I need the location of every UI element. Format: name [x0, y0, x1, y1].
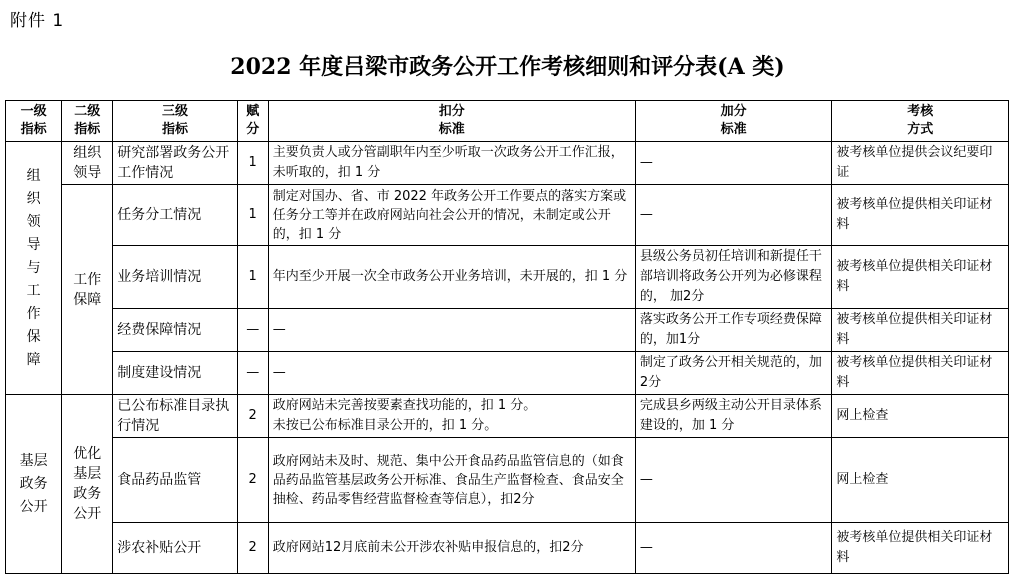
level3-cell: 制度建设情况 [113, 352, 237, 395]
method-cell: 被考核单位提供相关印证材料 [832, 523, 1009, 574]
level3-cell: 已公布标准目录执行情况 [113, 395, 237, 438]
header-level2: 二级 指标 [62, 101, 113, 142]
attachment-label: 附件 1 [10, 11, 65, 31]
score-cell: — [237, 309, 268, 352]
method-cell: 被考核单位提供相关印证材料 [832, 246, 1009, 309]
header-level3: 三级 指标 [113, 101, 237, 142]
table-row [6, 246, 1009, 309]
header-row [6, 101, 1009, 142]
deduct-cell: 制定对国办、省、市 2022 年政务公开工作要点的落实方案或任务分工等并在政府网站向社会公开的情况，未制定或公开的，扣 1 分 [268, 185, 635, 246]
header-method: 考核 方式 [832, 101, 1009, 142]
method-cell: 被考核单位提供相关印证材料 [832, 309, 1009, 352]
deduct-cell: — [268, 352, 635, 395]
method-cell: 被考核单位提供会议纪要印证 [832, 142, 1009, 185]
method-cell: 网上检查 [832, 438, 1009, 523]
level3-cell: 食品药品监管 [113, 438, 237, 523]
deduct-cell: 年内至少开展一次全市政务公开业务培训，未开展的，扣 1 分 [268, 246, 635, 309]
level2-cell: 优化基层政务公开 [62, 395, 113, 574]
level2-cell: 工作保障 [62, 185, 113, 395]
score-cell: 1 [237, 185, 268, 246]
method-cell: 被考核单位提供相关印证材料 [832, 352, 1009, 395]
deduct-cell: 政府网站未完善按要素查找功能的，扣 1 分。 未按已公布标准目录公开的，扣 1 分。 [268, 395, 635, 438]
table-row [6, 352, 1009, 395]
table-row [6, 523, 1009, 574]
table-row [6, 142, 1009, 185]
bonus-cell: — [635, 438, 832, 523]
header-bonus: 加分 标准 [635, 101, 832, 142]
bonus-cell: — [635, 523, 832, 574]
deduct-cell: 主要负责人或分管副职年内至少听取一次政务公开工作汇报，未听取的，扣 1 分 [268, 142, 635, 185]
table-row [6, 185, 1009, 246]
bonus-cell: 制定了政务公开相关规范的，加2分 [635, 352, 832, 395]
level3-cell: 涉农补贴公开 [113, 523, 237, 574]
table-row [6, 309, 1009, 352]
method-cell: 网上检查 [832, 395, 1009, 438]
deduct-cell: — [268, 309, 635, 352]
level3-cell: 经费保障情况 [113, 309, 237, 352]
level2-cell: 组织领导 [62, 142, 113, 185]
page-title: 2022 年度吕梁市政务公开工作考核细则和评分表(A 类) [230, 54, 785, 80]
bonus-cell: 落实政务公开工作专项经费保障的，加1分 [635, 309, 832, 352]
header-deduct: 扣分 标准 [268, 101, 635, 142]
score-cell: 2 [237, 395, 268, 438]
score-cell: 1 [237, 142, 268, 185]
bonus-cell: — [635, 142, 832, 185]
score-cell: 2 [237, 438, 268, 523]
table-row [6, 395, 1009, 438]
score-cell: — [237, 352, 268, 395]
level3-cell: 研究部署政务公开工作情况 [113, 142, 237, 185]
level1-cell: 组织领导与工作保障 [6, 142, 62, 395]
level3-cell: 业务培训情况 [113, 246, 237, 309]
level3-cell: 任务分工情况 [113, 185, 237, 246]
header-level1: 一级 指标 [6, 101, 62, 142]
score-cell: 2 [237, 523, 268, 574]
bonus-cell: 完成县乡两级主动公开目录体系建设的，加 1 分 [635, 395, 832, 438]
level1-cell: 基层政务公开 [6, 395, 62, 574]
bonus-cell: — [635, 185, 832, 246]
deduct-cell: 政府网站未及时、规范、集中公开食品药品监管信息的（如食品药品监管基层政务公开标准、食品生产监督检查、食品安全抽检、药品零售经营监督检查等信息），扣2分 [268, 438, 635, 523]
assessment-table [5, 100, 1009, 574]
score-cell: 1 [237, 246, 268, 309]
bonus-cell: 县级公务员初任培训和新提任干部培训将政务公开列为必修课程的， 加2分 [635, 246, 832, 309]
header-score: 赋 分 [237, 101, 268, 142]
table-row [6, 438, 1009, 523]
deduct-cell: 政府网站12月底前未公开涉农补贴申报信息的，扣2分 [268, 523, 635, 574]
method-cell: 被考核单位提供相关印证材料 [832, 185, 1009, 246]
